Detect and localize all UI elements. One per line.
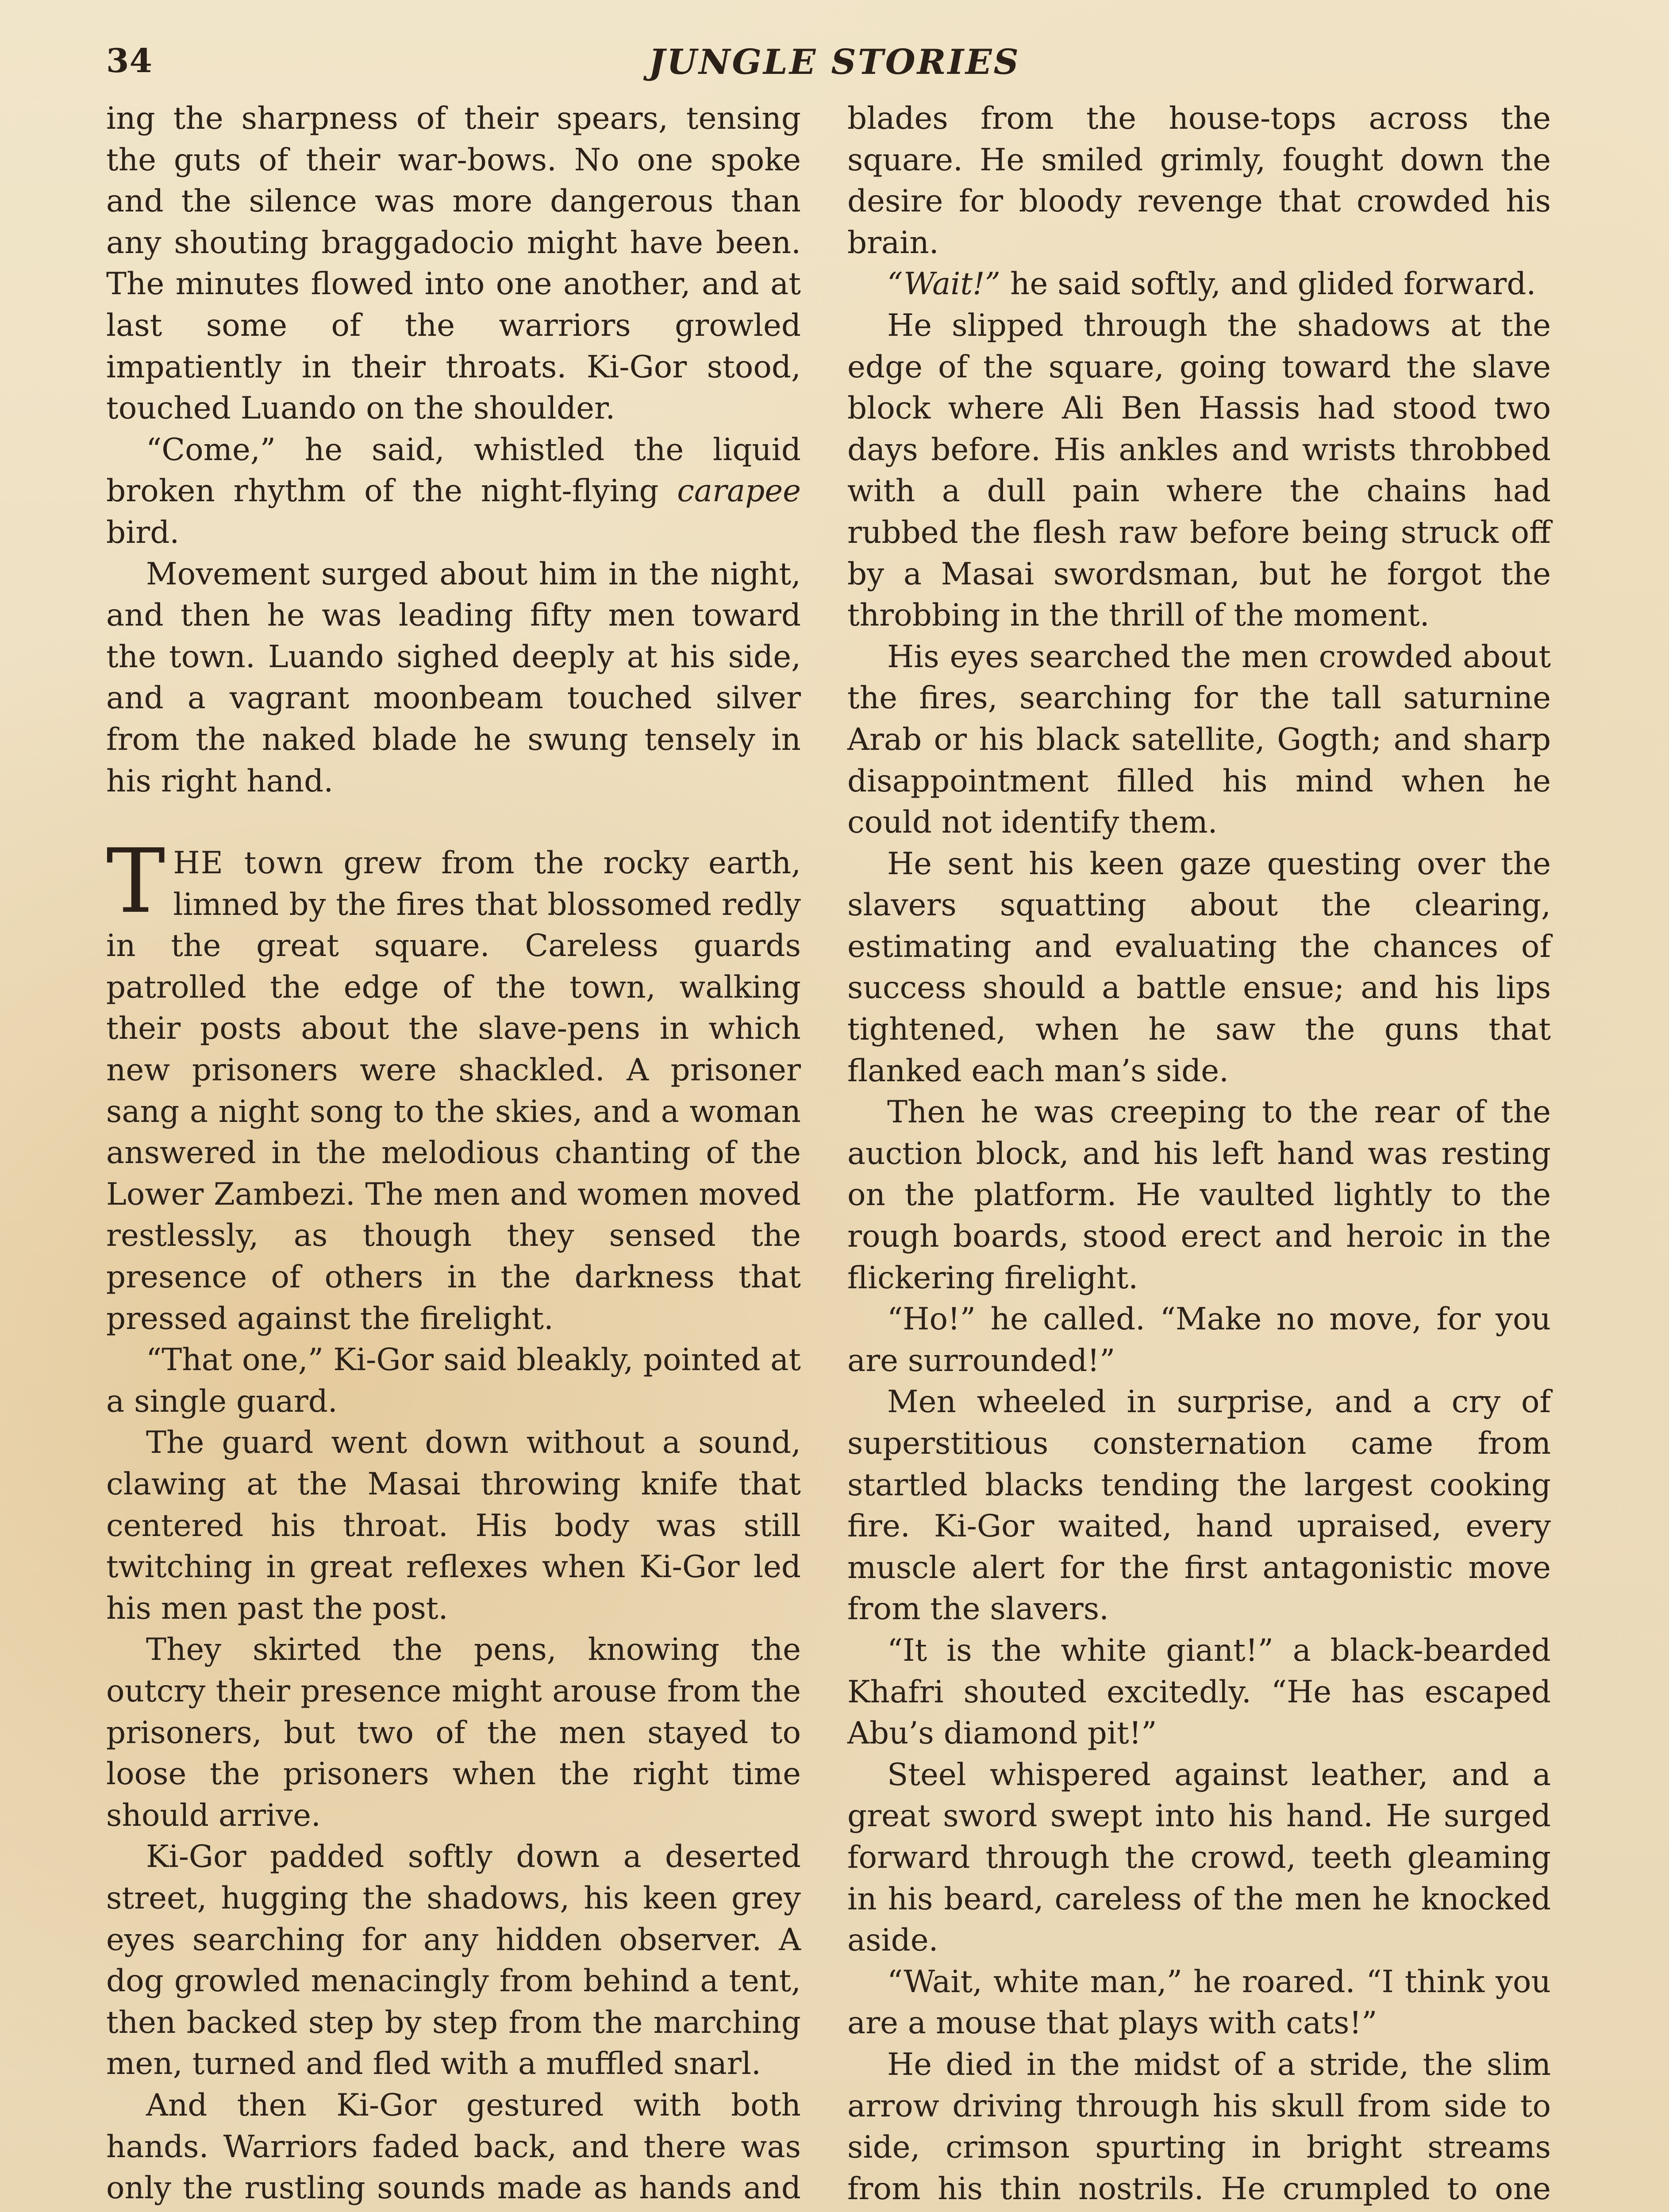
running-title: JUNGLE STORIES	[649, 42, 1020, 82]
paragraph: Ki-Gor padded softly down a deserted street, hugging the shadows, his keen grey eyes searching for any hidden observer. A dog growled menacingly from behind a tent, then backed step by step from the marching men, turned and fled with a muffled snarl.	[106, 1839, 801, 2082]
paragraph: And then Ki-Gor gestured with both hands. Warriors faded back, and there was only the rustling sounds made as hands and	[106, 2087, 801, 2206]
paragraph: Then he was creeping to the rear of the auction block, and his left hand was resting on the platform. He vaulted lightly to the rough boards, stood erect and heroic in the flickering firelight.	[847, 1094, 1551, 1296]
small-caps-lead: HE town	[173, 845, 324, 881]
paragraph: ing the sharpness of their spears, tensing the guts of their war-bows. No one spoke and the silence was more dangerous than any shouting braggadocio might have been. The minutes flowed into one another, and at last some of the warriors growled impatiently in their throats. Ki-Gor stood, touched Luando on the shoulder.	[106, 101, 801, 426]
paragraph: He sent his keen gaze questing over the slavers squatting about the clearing, estimating and evaluating the chances of success should a battle ensue; and his lips tightened, when he saw the guns that flanked each man’s side.	[847, 846, 1551, 1089]
page-number: 34	[106, 42, 153, 80]
paragraph: He slipped through the shadows at the edge of the square, going toward the slave block where Ali Ben Hassis had stood two days before. His ankles and wrists throbbed with a dull pain where the chains had rubbed the flesh raw before being struck off by a Masai swordsman, but he forgot the throbbing in the thrill of the moment.	[847, 307, 1551, 634]
paragraph: He died in the midst of a stride, the slim arrow driving through his skull from side to side, crimson spurting in bright streams from his thin nostrils. He crumpled to one	[847, 2047, 1551, 2207]
drop-cap: T	[106, 830, 165, 933]
paragraph: “Come,” he said, whistled the liquid broken rhythm of the night-flying carapee bird.	[106, 432, 801, 550]
left-column	[106, 98, 801, 2212]
page-header	[106, 42, 1563, 91]
paragraph: Men wheeled in surprise, and a cry of superstitious consternation came from startled blacks tending the largest cooking fire. Ki-Gor waited, hand upraised, every muscle alert for the first antagonistic move from the slavers.	[847, 1384, 1551, 1627]
italic-word: “Wait!”	[887, 266, 1001, 302]
paragraph: The guard went down without a sound, clawing at the Masai throwing knife that centered his throat. His body was still twitching in great reflexes when Ki-Gor led his men past the post.	[106, 1425, 801, 1626]
paragraph: “Wait!” he said softly, and glided forward.	[887, 266, 1536, 302]
paragraph: Movement surged about him in the night, and then he was leading fifty men toward the town. Luando sighed deeply at his side, and a vagrant moonbeam touched silver from the naked blade he swung tensely in his right hand.	[106, 556, 801, 799]
paragraph: “It is the white giant!” a black-bearded Khafri shouted excitedly. “He has escaped Abu’s diamond pit!”	[847, 1632, 1551, 1751]
paragraph: “That one,” Ki-Gor said bleakly, pointed at a single guard.	[106, 1342, 801, 1419]
right-column	[847, 98, 1551, 2212]
paragraph: Steel whispered against leather, and a great sword swept into his hand. He surged forward through the crowd, teeth gleaming in his beard, careless of the men he knocked aside.	[847, 1757, 1551, 1959]
section-start-paragraph: THE town grew from the rocky earth, limned by the fires that blossomed redly in the great square. Careless guards patrolled the edge of the town, walking their posts about the slave-pens in which new prisoners were shackled. A prisoner sang a night song to the skies, and a woman answered in the melodious chanting of the Lower Zambezi. The men and women moved restlessly, as though they sensed the presence of others in the darkness that pressed against the firelight.	[106, 830, 801, 1336]
italic-word: carapee	[677, 473, 801, 509]
paragraph: “Ho!” he called. “Make no move, for you are surrounded!”	[847, 1302, 1551, 1379]
paragraph: blades from the house-tops across the square. He smiled grimly, fought down the desire for bloody revenge that crowded his brain.	[847, 101, 1551, 261]
paragraph: His eyes searched the men crowded about the fires, searching for the tall saturnine Arab or his black satellite, Gogth; and sharp disappointment filled his mind when he could not identify them.	[847, 639, 1551, 841]
paragraph: “Wait, white man,” he roared. “I think you are a mouse that plays with cats!”	[847, 1964, 1551, 2041]
paragraph: They skirted the pens, knowing the outcry their presence might arouse from the prisoners, but two of the men stayed to loose the prisoners when the right time should arrive.	[106, 1632, 801, 1833]
